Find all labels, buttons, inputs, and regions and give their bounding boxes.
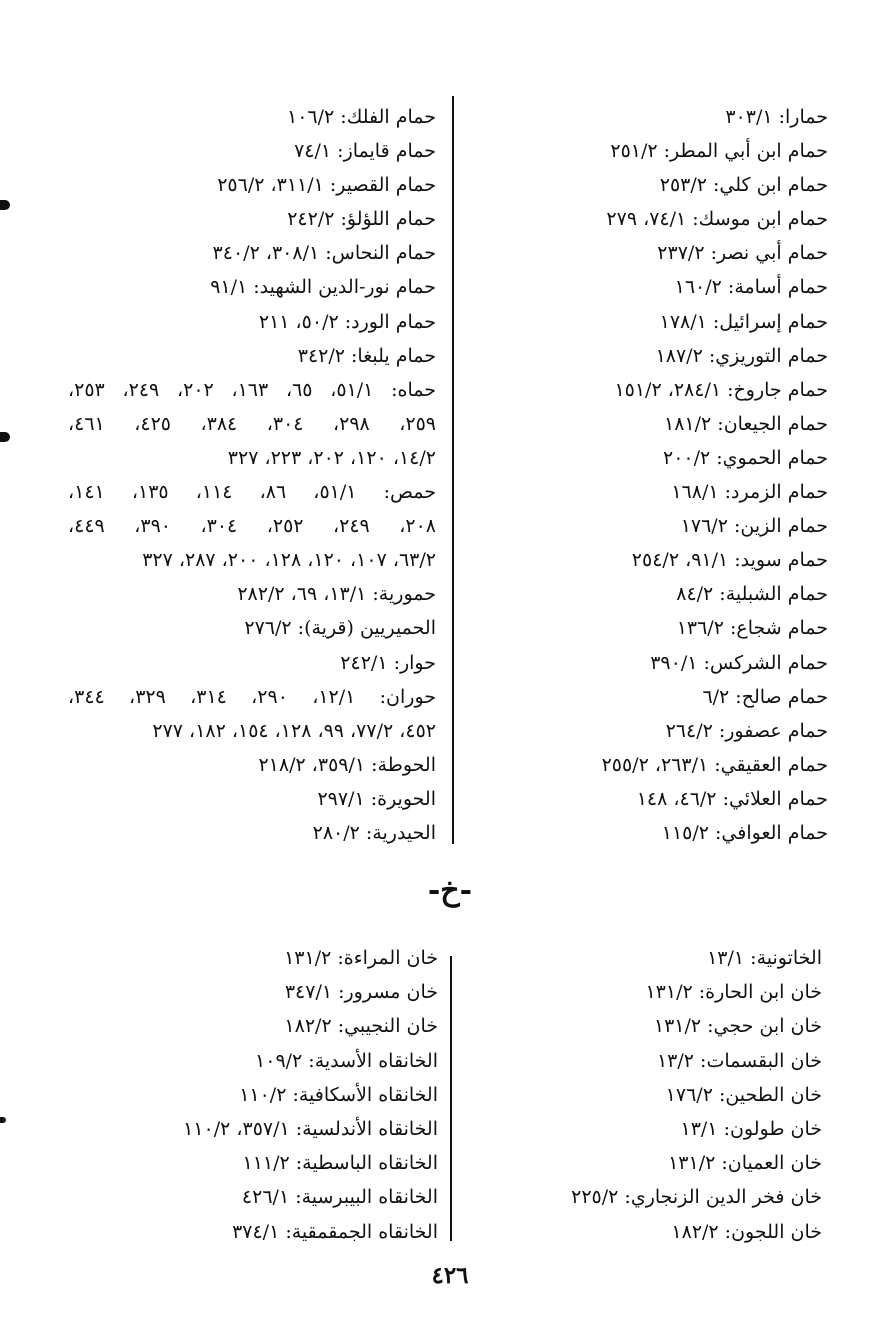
index-entry: حماه: ٥١/١، ٦٥، ١٦٣، ٢٠٢، ٢٤٩، ٢٥٣، (68, 378, 436, 401)
index-entry: حمام الزمرد: ١٦٨/١ (671, 481, 828, 504)
index-entry: ١٤/٢، ١٢٠، ٢٠٢، ٢٢٣، ٣٢٧ (227, 446, 436, 469)
column-divider (450, 956, 452, 1241)
index-entry: حمام ابن أبي المطر: ٢٥١/٢ (610, 140, 828, 163)
index-entry: حمام الشبلية: ٨٤/٢ (676, 583, 828, 606)
index-column-left-kha (148, 941, 438, 1249)
index-entry: ٢٠٨، ٢٤٩، ٢٥٢، ٣٠٤، ٣٩٠، ٤٤٩، (68, 515, 437, 538)
index-entry: حمام سويد: ٩١/١، ٢٥٤/٢ (631, 549, 828, 572)
scan-edge-mark (0, 1117, 6, 1123)
index-entry: حمام ابن كلي: ٢٥٣/٢ (659, 174, 828, 197)
index-entry: حمام أبي نصر: ٢٣٧/٢ (657, 242, 828, 265)
page-number: ٤٢٦ (431, 1262, 469, 1289)
index-entry: الخانقاه الأسدية: ١٠٩/٢ (255, 1049, 438, 1072)
index-entry: حمام عصفور: ٢٦٤/٢ (665, 719, 828, 742)
index-entry: الحيدرية: ٢٨٠/٢ (312, 821, 436, 844)
index-entry: حمام الحموي: ٢٠٠/٢ (662, 446, 828, 469)
index-entry: حمام ابن موسك: ٧٤/١، ٢٧٩ (606, 208, 828, 231)
index-entry: خان ابن الحارة: ١٣١/٢ (645, 981, 822, 1004)
index-entry: خان المراءة: ١٣١/٢ (284, 947, 438, 969)
index-entry: حمام القصير: ٣١١/١، ٢٥٦/٢ (217, 174, 436, 197)
index-entry: حمص: ٥١/١، ٨٦، ١١٤، ١٣٥، ١٤١، (68, 481, 436, 504)
index-entry: الحوطة: ٣٥٩/١، ٢١٨/٢ (258, 753, 436, 776)
column-divider (452, 96, 454, 844)
index-entry: حمام العلائي: ٤٦/٢، ١٤٨ (636, 787, 828, 810)
index-entry: ٤٥٢، ٧٧/٢، ٩٩، ١٢٨، ١٥٤، ١٨٢، ٢٧٧ (152, 719, 436, 742)
index-column-left-ha (68, 100, 436, 850)
index-entry: حمام اللؤلؤ: ٢٤٢/٢ (287, 208, 436, 231)
index-entry: الخانقاه الأسكافية: ١١٠/٢ (239, 1083, 438, 1106)
index-entry: حمورية: ١٣/١، ٦٩، ٢٨٢/٢ (237, 583, 436, 606)
index-entry: حمام النحاس: ٣٠٨/١، ٣٤٠/٢ (212, 242, 436, 265)
index-entry: الخانقاه البيبرسية: ٤٢٦/١ (241, 1186, 438, 1209)
index-entry: الخانقاه الباسطية: ١١١/٢ (242, 1152, 438, 1175)
index-entry: الخانقاه الأندلسية: ٣٥٧/١، ١١٠/٢ (183, 1117, 438, 1140)
index-entry: حمام قايماز: ٧٤/١ (294, 140, 436, 163)
index-entry: حمام نور-الدين الشهيد: ٩١/١ (210, 276, 436, 299)
index-entry: خان طولون: ١٣/١ (680, 1117, 822, 1140)
index-entry: خان مسرور: ٣٤٧/١ (284, 981, 438, 1004)
index-entry: حمام الفلك: ١٠٦/٢ (287, 106, 436, 128)
index-entry: الحويرة: ٢٩٧/١ (317, 787, 436, 810)
index-entry: الخاتونية: ١٣/١ (707, 947, 822, 969)
index-entry: حمام أسامة: ١٦٠/٢ (674, 276, 828, 299)
index-entry: خان العميان: ١٣١/٢ (668, 1152, 822, 1175)
index-entry: حمام يلبغا: ٣٤٢/٢ (297, 344, 436, 367)
index-column-right-ha (560, 100, 828, 850)
index-entry: الحميريين (قرية): ٢٧٦/٢ (244, 617, 436, 640)
index-entry: خان البقسمات: ١٣/٢ (656, 1049, 822, 1072)
index-entry: خان اللجون: ١٨٢/٢ (671, 1220, 822, 1243)
index-entry: ٢٥٩، ٢٩٨، ٣٠٤، ٣٨٤، ٤٢٥، ٤٦١، (68, 412, 437, 435)
index-column-right-kha (540, 941, 822, 1249)
index-entry: حمام جاروخ: ٢٨٤/١، ١٥١/٢ (614, 378, 828, 401)
index-entry: حمام الورد: ٥٠/٢، ٢١١ (258, 310, 436, 333)
index-entry: حمارا: ٣٠٣/١ (725, 106, 828, 128)
scan-edge-mark (0, 432, 10, 442)
index-entry: حوار: ٢٤٢/١ (340, 651, 436, 674)
index-entry: حمام الشركس: ٣٩٠/١ (650, 651, 828, 674)
section-heading-kha: -خ- (427, 873, 473, 908)
index-entry: حمام العوافي: ١١٥/٢ (661, 821, 828, 844)
index-entry: حمام شجاع: ١٣٦/٢ (676, 617, 828, 640)
index-entry: حمام صالح: ٦/٢ (702, 685, 828, 708)
index-entry: خان الطحين: ١٧٦/٢ (665, 1083, 822, 1106)
index-entry: خان النجيبي: ١٨٢/٢ (284, 1015, 438, 1038)
index-entry: حمام إسرائيل: ١٧٨/١ (659, 310, 828, 333)
index-entry: حمام الزين: ١٧٦/٢ (680, 515, 828, 538)
index-entry: خان فخر الدين الزنجاري: ٢٢٥/٢ (571, 1186, 822, 1209)
index-entry: حمام التوريزي: ١٨٧/٢ (655, 344, 828, 367)
index-entry: حمام الجيعان: ١٨١/٢ (664, 412, 828, 435)
index-entry: حوران: ١٢/١، ٢٩٠، ٣١٤، ٣٢٩، ٣٤٤، (68, 685, 437, 708)
scan-edge-mark (0, 200, 10, 210)
index-entry: الخانقاه الجمقمقية: ٣٧٤/١ (232, 1220, 438, 1243)
index-entry: خان ابن حجي: ١٣١/٢ (653, 1015, 822, 1038)
index-entry: ٦٣/٢، ١٠٧، ١٢٠، ١٢٨، ٢٠٠، ٢٨٧، ٣٢٧ (142, 549, 436, 572)
index-entry: حمام العقيقي: ٢٦٣/١، ٢٥٥/٢ (601, 753, 828, 776)
